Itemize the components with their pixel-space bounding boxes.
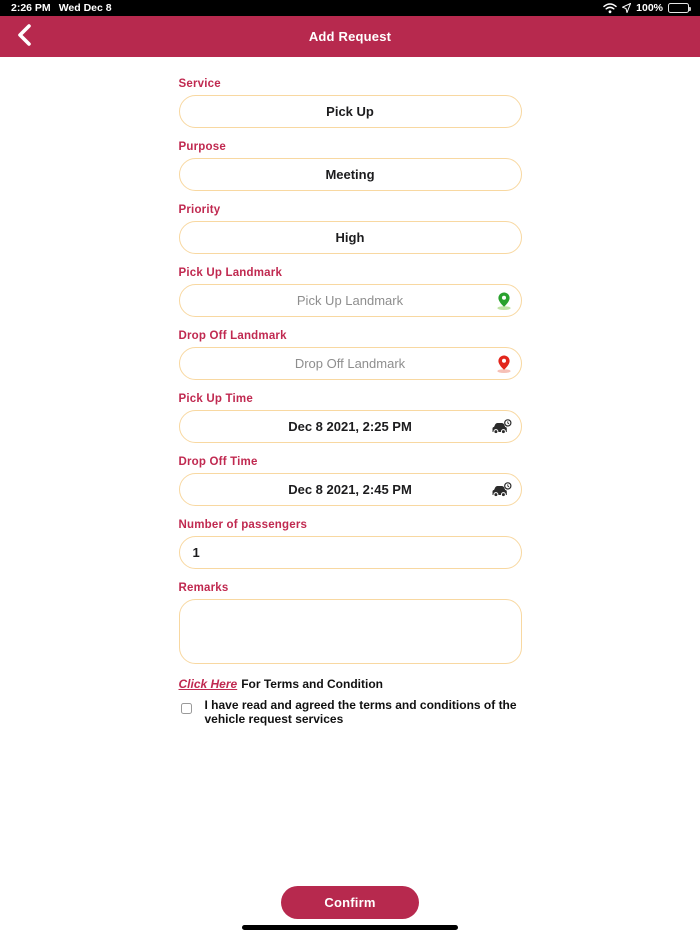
- confirm-button[interactable]: Confirm: [281, 886, 419, 919]
- dropoff-landmark-input[interactable]: [180, 348, 521, 379]
- field-group-service: [179, 78, 522, 128]
- status-time: 2:26 PM: [11, 2, 51, 14]
- agree-label: I have read and agreed the terms and conditions of the vehicle request services: [204, 698, 517, 726]
- field-group-pickup-time: [179, 393, 522, 443]
- field-group-dropoff-time: [179, 456, 522, 506]
- nav-bar: [0, 16, 700, 57]
- battery-icon: [668, 3, 689, 13]
- terms-text: For Terms and Condition: [241, 677, 383, 691]
- field-group-dropoff-landmark: [179, 330, 522, 380]
- field-group-purpose: [179, 141, 522, 191]
- page-title: Add Request: [308, 29, 392, 44]
- service-select[interactable]: Pick Up: [179, 95, 522, 128]
- pickup-time-value: Dec 8 2021, 2:25 PM: [288, 419, 412, 434]
- request-form: [179, 57, 522, 726]
- pickup-landmark-input[interactable]: [180, 285, 521, 316]
- home-indicator[interactable]: [242, 925, 458, 930]
- field-group-passengers: [179, 519, 522, 569]
- priority-label: Priority: [178, 204, 221, 216]
- status-left: [11, 2, 120, 14]
- pickup-landmark-label: Pick Up Landmark: [178, 267, 283, 279]
- field-group-pickup-landmark: [179, 267, 522, 317]
- battery-percent: 100%: [636, 2, 663, 14]
- terms-link[interactable]: Click Here: [178, 677, 238, 691]
- status-bar: [0, 0, 700, 16]
- service-label: Service: [178, 78, 221, 90]
- car-clock-icon: [491, 419, 512, 435]
- field-group-priority: [179, 204, 522, 254]
- purpose-select[interactable]: Meeting: [179, 158, 522, 191]
- status-date: Wed Dec 8: [58, 2, 112, 14]
- passengers-input[interactable]: [180, 537, 521, 568]
- location-arrow-icon: [622, 3, 631, 13]
- priority-select[interactable]: High: [179, 221, 522, 254]
- pickup-time-label: Pick Up Time: [178, 393, 253, 405]
- agree-checkbox[interactable]: [181, 703, 192, 714]
- dropoff-time-label: Drop Off Time: [178, 456, 258, 468]
- remarks-textarea[interactable]: [179, 599, 522, 664]
- dropoff-landmark-label: Drop Off Landmark: [178, 330, 287, 342]
- dropoff-landmark-field: [179, 347, 522, 380]
- pickup-time-picker[interactable]: [179, 410, 522, 443]
- field-group-remarks: [179, 582, 522, 664]
- pickup-landmark-field: [179, 284, 522, 317]
- wifi-icon: [603, 3, 617, 14]
- map-pin-red-icon: [496, 354, 512, 373]
- back-button[interactable]: [6, 16, 42, 57]
- passengers-label: Number of passengers: [178, 519, 308, 531]
- agree-row: [179, 699, 522, 726]
- dropoff-time-picker[interactable]: [179, 473, 522, 506]
- status-right: [603, 2, 689, 14]
- map-pin-green-icon: [496, 291, 512, 310]
- purpose-label: Purpose: [178, 141, 226, 153]
- terms-line: [179, 677, 522, 691]
- car-clock-icon: [491, 482, 512, 498]
- remarks-label: Remarks: [178, 582, 229, 594]
- chevron-left-icon: [17, 23, 32, 50]
- dropoff-time-value: Dec 8 2021, 2:45 PM: [288, 482, 412, 497]
- passengers-field: [179, 536, 522, 569]
